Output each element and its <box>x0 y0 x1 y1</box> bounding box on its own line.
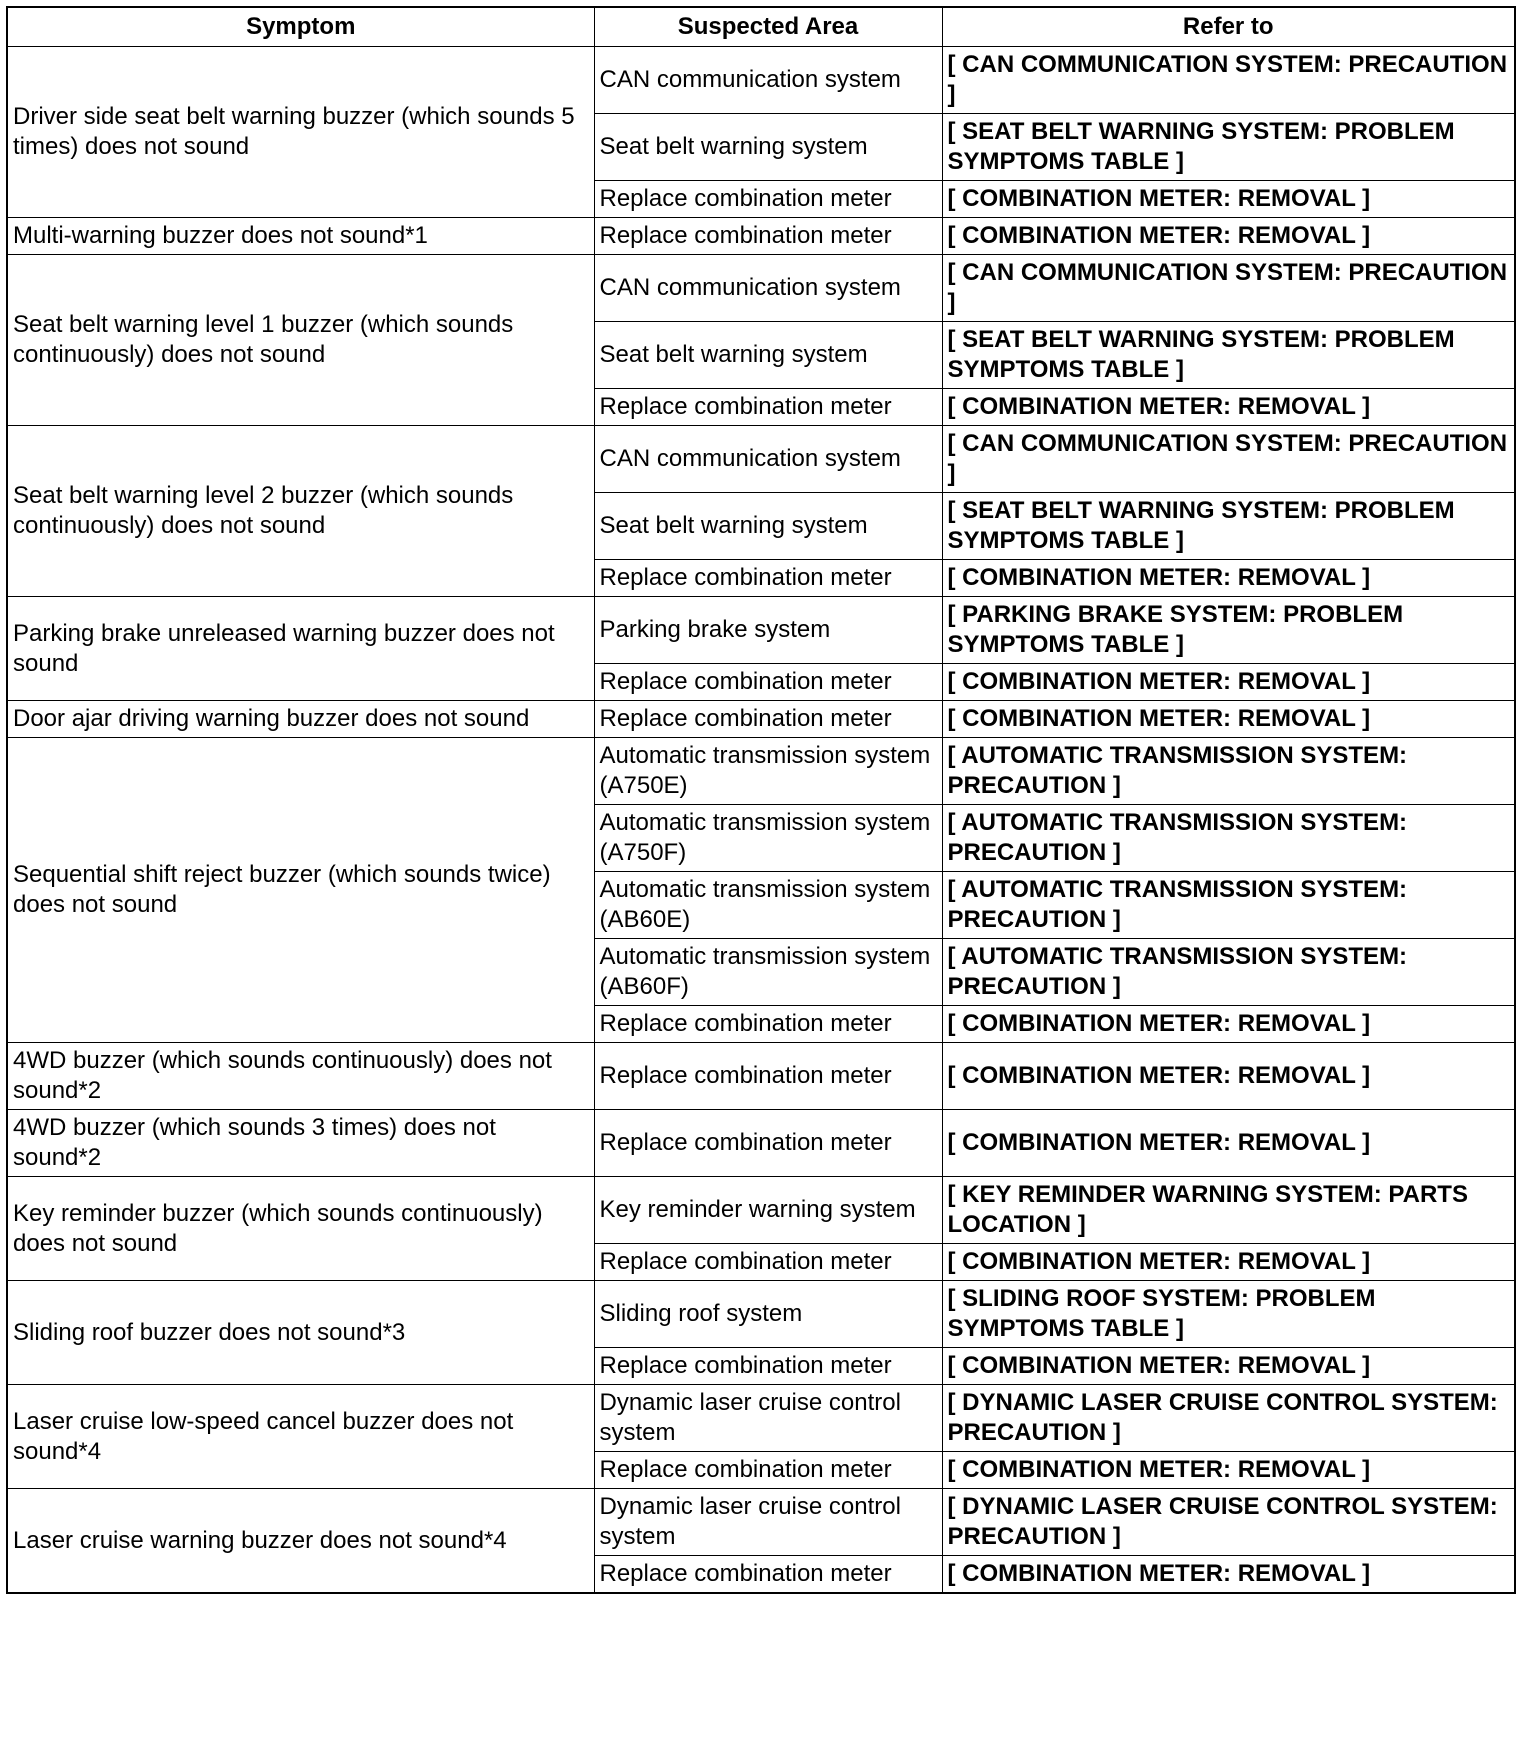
table-row <box>7 1043 1515 1110</box>
suspected-area-cell: Replace combination meter <box>594 181 942 218</box>
refer-to-link[interactable]: [ DYNAMIC LASER CRUISE CONTROL SYSTEM: PRECAUTION ] <box>942 1489 1515 1556</box>
suspected-area-cell: Key reminder warning system <box>594 1177 942 1244</box>
table-row <box>7 218 1515 255</box>
suspected-area-cell: Parking brake system <box>594 597 942 664</box>
suspected-area-cell: Seat belt warning system <box>594 493 942 560</box>
symptom-cell: Laser cruise warning buzzer does not sound*4 <box>7 1489 594 1594</box>
table-row <box>7 255 1515 322</box>
refer-to-link[interactable]: [ CAN COMMUNICATION SYSTEM: PRECAUTION ] <box>942 47 1515 114</box>
table-row <box>7 1177 1515 1244</box>
symptom-cell: Sliding roof buzzer does not sound*3 <box>7 1281 594 1385</box>
symptom-cell: Laser cruise low-speed cancel buzzer does not sound*4 <box>7 1385 594 1489</box>
refer-to-link[interactable]: [ AUTOMATIC TRANSMISSION SYSTEM: PRECAUTION ] <box>942 872 1515 939</box>
refer-to-link[interactable]: [ COMBINATION METER: REMOVAL ] <box>942 1348 1515 1385</box>
suspected-area-cell: Replace combination meter <box>594 1043 942 1110</box>
suspected-area-cell: Seat belt warning system <box>594 322 942 389</box>
suspected-area-cell: CAN communication system <box>594 47 942 114</box>
refer-to-link[interactable]: [ AUTOMATIC TRANSMISSION SYSTEM: PRECAUTION ] <box>942 939 1515 1006</box>
suspected-area-cell: Replace combination meter <box>594 560 942 597</box>
table-row <box>7 701 1515 738</box>
refer-to-link[interactable]: [ PARKING BRAKE SYSTEM: PROBLEM SYMPTOMS TABLE ] <box>942 597 1515 664</box>
suspected-area-cell: Replace combination meter <box>594 664 942 701</box>
header-refer-to: Refer to <box>942 7 1515 47</box>
suspected-area-cell: Dynamic laser cruise control system <box>594 1489 942 1556</box>
table-row <box>7 738 1515 805</box>
symptom-cell: Parking brake unreleased warning buzzer does not sound <box>7 597 594 701</box>
suspected-area-cell: Dynamic laser cruise control system <box>594 1385 942 1452</box>
header-suspected-area: Suspected Area <box>594 7 942 47</box>
suspected-area-cell: Replace combination meter <box>594 1452 942 1489</box>
symptom-cell: Multi-warning buzzer does not sound*1 <box>7 218 594 255</box>
suspected-area-cell: Replace combination meter <box>594 1348 942 1385</box>
refer-to-link[interactable]: [ CAN COMMUNICATION SYSTEM: PRECAUTION ] <box>942 426 1515 493</box>
suspected-area-cell: Seat belt warning system <box>594 114 942 181</box>
suspected-area-cell: Sliding roof system <box>594 1281 942 1348</box>
table-row <box>7 597 1515 664</box>
refer-to-link[interactable]: [ COMBINATION METER: REMOVAL ] <box>942 560 1515 597</box>
problem-symptoms-table <box>6 6 1516 1594</box>
suspected-area-cell: Automatic transmission system (AB60F) <box>594 939 942 1006</box>
symptom-cell: 4WD buzzer (which sounds continuously) does not sound*2 <box>7 1043 594 1110</box>
symptom-cell: Seat belt warning level 1 buzzer (which sounds continuously) does not sound <box>7 255 594 426</box>
refer-to-link[interactable]: [ DYNAMIC LASER CRUISE CONTROL SYSTEM: PRECAUTION ] <box>942 1385 1515 1452</box>
refer-to-link[interactable]: [ COMBINATION METER: REMOVAL ] <box>942 218 1515 255</box>
suspected-area-cell: Automatic transmission system (A750E) <box>594 738 942 805</box>
suspected-area-cell: Automatic transmission system (A750F) <box>594 805 942 872</box>
refer-to-link[interactable]: [ COMBINATION METER: REMOVAL ] <box>942 1110 1515 1177</box>
table-body <box>7 47 1515 1594</box>
table-row <box>7 1110 1515 1177</box>
suspected-area-cell: Replace combination meter <box>594 1110 942 1177</box>
suspected-area-cell: Replace combination meter <box>594 1556 942 1594</box>
table-row <box>7 426 1515 493</box>
refer-to-link[interactable]: [ COMBINATION METER: REMOVAL ] <box>942 389 1515 426</box>
refer-to-link[interactable]: [ COMBINATION METER: REMOVAL ] <box>942 701 1515 738</box>
refer-to-link[interactable]: [ SEAT BELT WARNING SYSTEM: PROBLEM SYMPTOMS TABLE ] <box>942 493 1515 560</box>
refer-to-link[interactable]: [ AUTOMATIC TRANSMISSION SYSTEM: PRECAUTION ] <box>942 738 1515 805</box>
symptom-cell: Sequential shift reject buzzer (which sounds twice) does not sound <box>7 738 594 1043</box>
refer-to-link[interactable]: [ SEAT BELT WARNING SYSTEM: PROBLEM SYMPTOMS TABLE ] <box>942 322 1515 389</box>
refer-to-link[interactable]: [ SEAT BELT WARNING SYSTEM: PROBLEM SYMPTOMS TABLE ] <box>942 114 1515 181</box>
refer-to-link[interactable]: [ SLIDING ROOF SYSTEM: PROBLEM SYMPTOMS TABLE ] <box>942 1281 1515 1348</box>
suspected-area-cell: Replace combination meter <box>594 701 942 738</box>
refer-to-link[interactable]: [ COMBINATION METER: REMOVAL ] <box>942 181 1515 218</box>
refer-to-link[interactable]: [ COMBINATION METER: REMOVAL ] <box>942 664 1515 701</box>
suspected-area-cell: Replace combination meter <box>594 1244 942 1281</box>
suspected-area-cell: CAN communication system <box>594 426 942 493</box>
table-row <box>7 1385 1515 1452</box>
table-row <box>7 47 1515 114</box>
suspected-area-cell: CAN communication system <box>594 255 942 322</box>
table-row <box>7 1281 1515 1348</box>
header-symptom: Symptom <box>7 7 594 47</box>
refer-to-link[interactable]: [ KEY REMINDER WARNING SYSTEM: PARTS LOCATION ] <box>942 1177 1515 1244</box>
refer-to-link[interactable]: [ COMBINATION METER: REMOVAL ] <box>942 1006 1515 1043</box>
symptom-cell: 4WD buzzer (which sounds 3 times) does not sound*2 <box>7 1110 594 1177</box>
symptom-cell: Seat belt warning level 2 buzzer (which sounds continuously) does not sound <box>7 426 594 597</box>
symptom-cell: Key reminder buzzer (which sounds continuously) does not sound <box>7 1177 594 1281</box>
refer-to-link[interactable]: [ CAN COMMUNICATION SYSTEM: PRECAUTION ] <box>942 255 1515 322</box>
symptom-cell: Door ajar driving warning buzzer does not sound <box>7 701 594 738</box>
table-row <box>7 1489 1515 1556</box>
problem-symptoms-table-container <box>6 6 1514 1594</box>
suspected-area-cell: Replace combination meter <box>594 1006 942 1043</box>
suspected-area-cell: Replace combination meter <box>594 218 942 255</box>
refer-to-link[interactable]: [ COMBINATION METER: REMOVAL ] <box>942 1244 1515 1281</box>
refer-to-link[interactable]: [ COMBINATION METER: REMOVAL ] <box>942 1452 1515 1489</box>
suspected-area-cell: Replace combination meter <box>594 389 942 426</box>
suspected-area-cell: Automatic transmission system (AB60E) <box>594 872 942 939</box>
refer-to-link[interactable]: [ AUTOMATIC TRANSMISSION SYSTEM: PRECAUTION ] <box>942 805 1515 872</box>
refer-to-link[interactable]: [ COMBINATION METER: REMOVAL ] <box>942 1043 1515 1110</box>
refer-to-link[interactable]: [ COMBINATION METER: REMOVAL ] <box>942 1556 1515 1594</box>
table-header-row <box>7 7 1515 47</box>
symptom-cell: Driver side seat belt warning buzzer (which sounds 5 times) does not sound <box>7 47 594 218</box>
